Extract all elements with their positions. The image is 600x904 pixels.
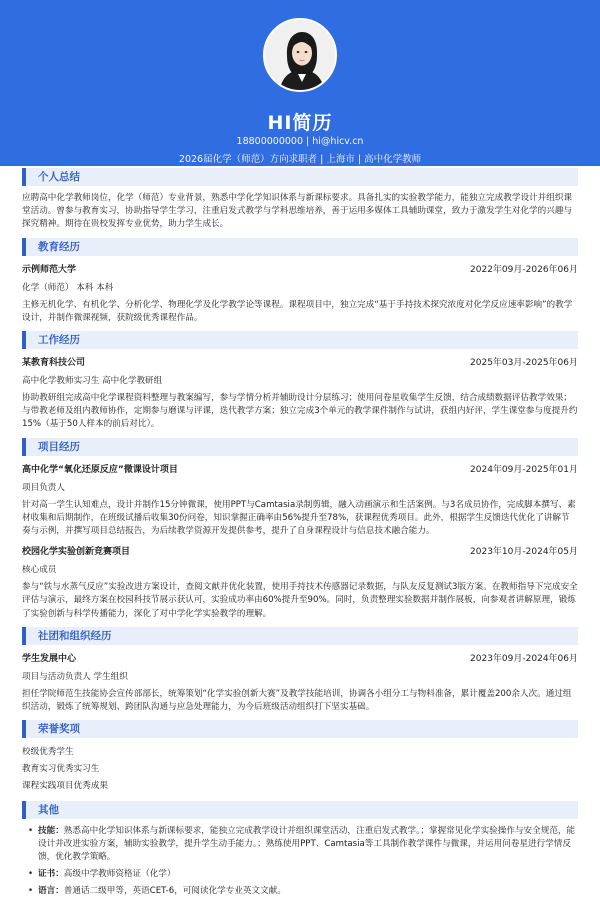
resume-body — [0, 168, 600, 904]
other-item-text: 高级中学教师资格证（化学） — [63, 869, 176, 880]
section-title-projects: 项目经历 — [22, 438, 578, 456]
project-row — [22, 462, 578, 475]
profile-photo — [263, 18, 337, 92]
award-item: 课程实践项目优秀成果 — [22, 781, 108, 792]
work-role: 高中化学教师实习生 高中化学教研组 — [22, 376, 163, 387]
education-description: 主修无机化学、有机化学、分析化学、物理化学及化学教学论等课程。课程项目中，独立完成“基于手持技术探究浓度对化学反应速率影响”的教学设计，并制作微课视频，获院级优秀课程作品。 — [22, 299, 573, 323]
project-date: 2024年09月-2025年01月 — [470, 464, 578, 475]
campus-row — [22, 651, 578, 664]
project-role: 项目负责人 — [22, 482, 65, 493]
project-row — [22, 544, 578, 557]
project-name: 校园化学实验创新竞赛项目 — [22, 547, 131, 558]
other-item-text: 熟悉高中化学知识体系与新课标要求，能独立完成教学设计并组织课堂活动，注重启发式教学。；掌握常见化学实验操作与安全规范，能设计并改进实验方案，辅助实验教学，提升学生动手能力。；熟练使用PPT、Camtasia等工具制作教学课件与微课，并运用问卷星进行学情反馈，优化教学策略。 — [38, 826, 576, 863]
education-school: 示例师范大学 — [22, 264, 77, 275]
contact-info: 18800000000 | hi@hicv.cn — [236, 136, 364, 147]
section-title-campus: 社团和组织经历 — [22, 627, 578, 645]
resume-header — [0, 0, 600, 166]
profile-photo-illustration — [265, 20, 337, 92]
other-item-text: 普通话二级甲等，英语CET-6，可阅读化学专业英文文献。 — [63, 886, 286, 897]
campus-role: 项目与活动负责人 学生组织 — [22, 671, 128, 682]
other-item-label: 技能： — [38, 826, 64, 837]
other-item-certificates — [28, 868, 578, 881]
campus-org: 学生发展中心 — [22, 653, 77, 664]
section-title-awards: 荣誉奖项 — [22, 720, 578, 738]
project-description: 针对高一学生认知难点，设计并制作15分钟微课，使用PPT与Camtasia录制剪辑，融入动画演示和生活案例。与3名成员协作，完成脚本撰写、素材收集和后期制作，在班级试播后收集30份问卷，知识掌握正确率由56%提升至78%，获课程优秀项目。此外，根据学生反馈迭代优化了讲解节奏与示例，并撰写项目总结报告，为后续教学资源开发提供参考，提升了自身课程设计与信息技术融合能力。 — [22, 499, 576, 537]
project-role: 核心成员 — [22, 565, 57, 576]
project-date: 2023年10月-2024年05月 — [470, 547, 578, 558]
section-title-other: 其他 — [22, 801, 578, 819]
campus-description: 担任学院师范生技能协会宣传部部长，统筹策划“化学实验创新大赛”及教学技能培训，协调各小组分工与物料准备，累计覆盖200余人次。通过组织活动，锻炼了统筹规划、跨团队沟通与应急处理能力，为今后班级活动组织打下坚实基础。 — [22, 688, 572, 713]
candidate-name: HI简历 — [267, 112, 333, 134]
job-intent: 2026届化学（师范）方向求职者 | 上海市 | 高中化学教师 — [178, 154, 422, 165]
work-company: 某教育科技公司 — [22, 358, 86, 369]
award-item: 教育实习优秀实习生 — [22, 764, 100, 775]
work-date: 2025年03月-2025年06月 — [470, 358, 578, 369]
campus-date: 2023年09月-2024年06月 — [470, 653, 578, 664]
section-title-work: 工作经历 — [22, 331, 578, 349]
other-item-label: 证书： — [38, 869, 64, 880]
other-item-skills — [28, 825, 578, 864]
other-list — [28, 825, 578, 898]
project-description: 参与“铁与水蒸气反应”实验改进方案设计，查阅文献并优化装置，使用手持技术传感器记录数据，与队友反复测试3版方案。在教师指导下完成安全评估与演示，最终方案在校园科技节展示获认可，实验成功率由60%提升至90%。同时，负责整理实验数据并制作展板，向参观者讲解原理，锻炼了实验创新与科学传播能力，深化了对中学化学实验教学的理解。 — [22, 582, 578, 619]
education-degree: 化学（师范） 本科 本科 — [22, 282, 114, 293]
award-item: 校级优秀学生 — [22, 747, 74, 758]
other-item-label: 语言： — [38, 886, 64, 897]
education-row — [22, 262, 578, 275]
work-row — [22, 355, 578, 368]
section-title-education: 教育经历 — [22, 238, 578, 256]
summary-text: 应聘高中化学教师岗位，化学（师范）专业背景，熟悉中学化学知识体系与新课标要求。具备扎实的实验教学能力，能独立完成教学设计并组织课堂活动。曾参与教育实习，协助指导学生学习，注重启发式教学与学科思维培养，善于运用多媒体工具辅助课堂，致力于激发学生对化学的兴趣与探究精神。期待在贵校发挥专业优势，助力学生成长。 — [22, 193, 573, 230]
section-title-summary: 个人总结 — [22, 168, 578, 186]
other-item-languages — [28, 885, 578, 898]
work-description: 协助教研组完成高中化学课程资料整理与教案编写，参与学情分析并辅助设计分层练习；使用问卷星收集学生反馈，结合成绩数据评估教学效果；与带教老师及组内教师协作，定期参与磨课与评课，迭代教学方案；独立完成3个单元的教学课件制作与试讲，获组内好评，学生课堂参与度提升约15%（基于50人样本的前后对比）。 — [22, 393, 578, 430]
project-name: 高中化学“氧化还原反应”微课设计项目 — [22, 464, 178, 475]
awards-list — [22, 744, 578, 795]
education-date: 2022年09月-2026年06月 — [470, 264, 578, 275]
